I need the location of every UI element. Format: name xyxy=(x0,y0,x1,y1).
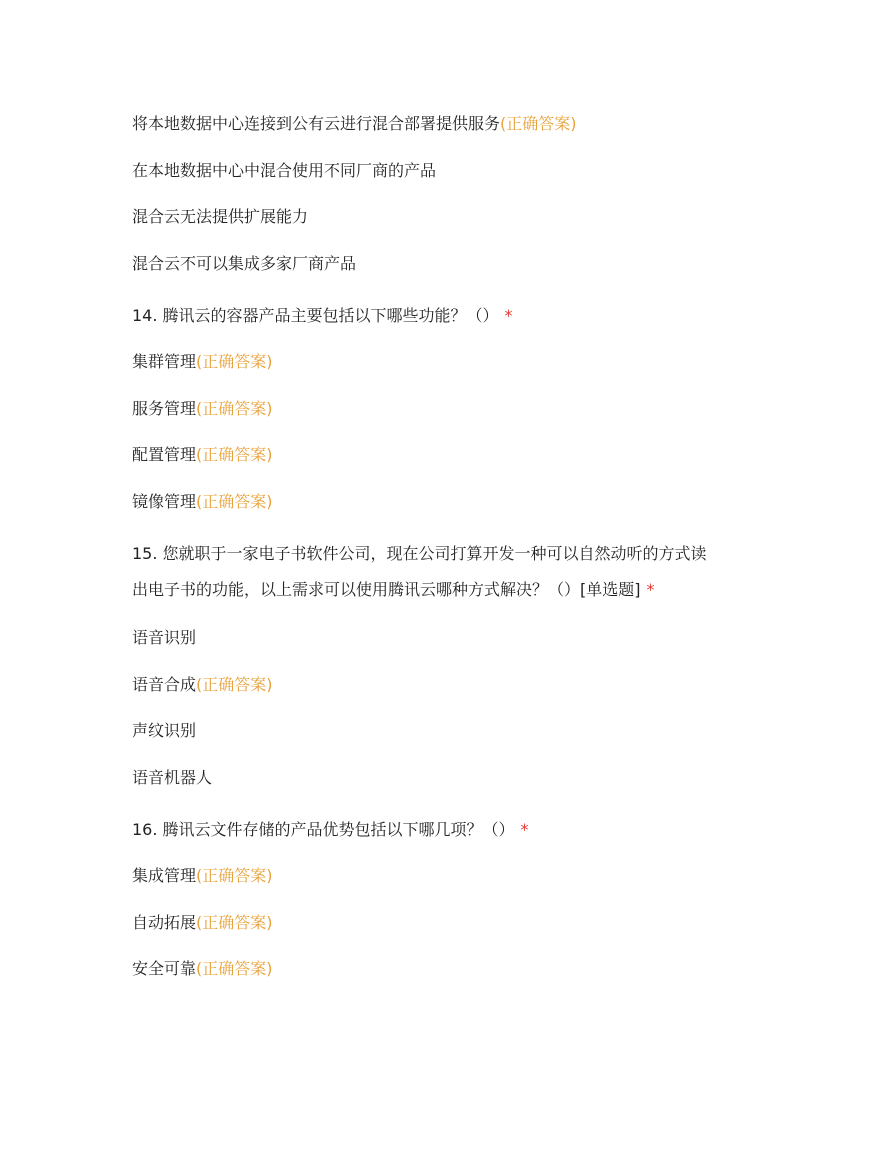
option xyxy=(132,626,772,650)
option xyxy=(132,350,772,374)
option xyxy=(132,443,772,467)
document-page xyxy=(132,112,772,1004)
option xyxy=(132,397,772,421)
option-text: 自动拓展 xyxy=(132,912,197,932)
required-marker: * xyxy=(520,820,529,839)
option-text: 语音合成 xyxy=(132,674,197,694)
correct-answer-mark: (正确答案) xyxy=(196,491,273,511)
option-text: 语音机器人 xyxy=(132,767,213,787)
option xyxy=(132,911,772,935)
correct-answer-mark: (正确答案) xyxy=(196,912,273,932)
option-text: 在本地数据中心中混合使用不同厂商的产品 xyxy=(132,160,437,180)
correct-answer-mark: (正确答案) xyxy=(196,959,273,978)
question-16-title: 16. 腾讯云文件存储的产品优势包括以下哪几项？（） * xyxy=(132,820,529,839)
question-14-title: 14. 腾讯云的容器产品主要包括以下哪些功能？（） * xyxy=(132,306,513,325)
option-text: 混合云无法提供扩展能力 xyxy=(132,207,309,226)
option-text: 将本地数据中心连接到公有云进行混合部署提供服务 xyxy=(132,114,501,133)
correct-answer-mark: (正确答案) xyxy=(196,352,273,371)
option-text: 声纹识别 xyxy=(132,721,197,740)
option-text: 集群管理 xyxy=(132,352,197,371)
option-text: 混合云不可以集成多家厂商产品 xyxy=(132,253,357,273)
required-marker: * xyxy=(646,580,655,599)
option xyxy=(132,766,772,790)
correct-answer-mark: (正确答案) xyxy=(196,398,273,418)
option-text: 集成管理 xyxy=(132,866,197,885)
option xyxy=(132,957,772,981)
option xyxy=(132,205,772,229)
option-text: 服务管理 xyxy=(132,398,197,418)
option-text: 安全可靠 xyxy=(132,959,197,978)
question-15-title: 15. 您就职于一家电子书软件公司，现在公司打算开发一种可以自然动听的方式读 出电子书的功能，以上需求可以使用腾讯云哪种方式解决？（）[单选题] * xyxy=(132,544,707,599)
correct-answer-mark: (正确答案) xyxy=(196,445,273,464)
required-marker: * xyxy=(504,306,513,325)
correct-answer-mark: (正确答案) xyxy=(196,674,273,694)
option xyxy=(132,159,772,183)
option-text: 配置管理 xyxy=(132,445,197,464)
option-text: 镜像管理 xyxy=(132,491,197,511)
option xyxy=(132,673,772,697)
correct-answer-mark: (正确答案) xyxy=(500,114,577,133)
option xyxy=(132,490,772,514)
option xyxy=(132,112,772,136)
option xyxy=(132,252,772,276)
option xyxy=(132,719,772,743)
option-text: 语音识别 xyxy=(132,628,197,647)
correct-answer-mark: (正确答案) xyxy=(196,866,273,885)
option xyxy=(132,864,772,888)
